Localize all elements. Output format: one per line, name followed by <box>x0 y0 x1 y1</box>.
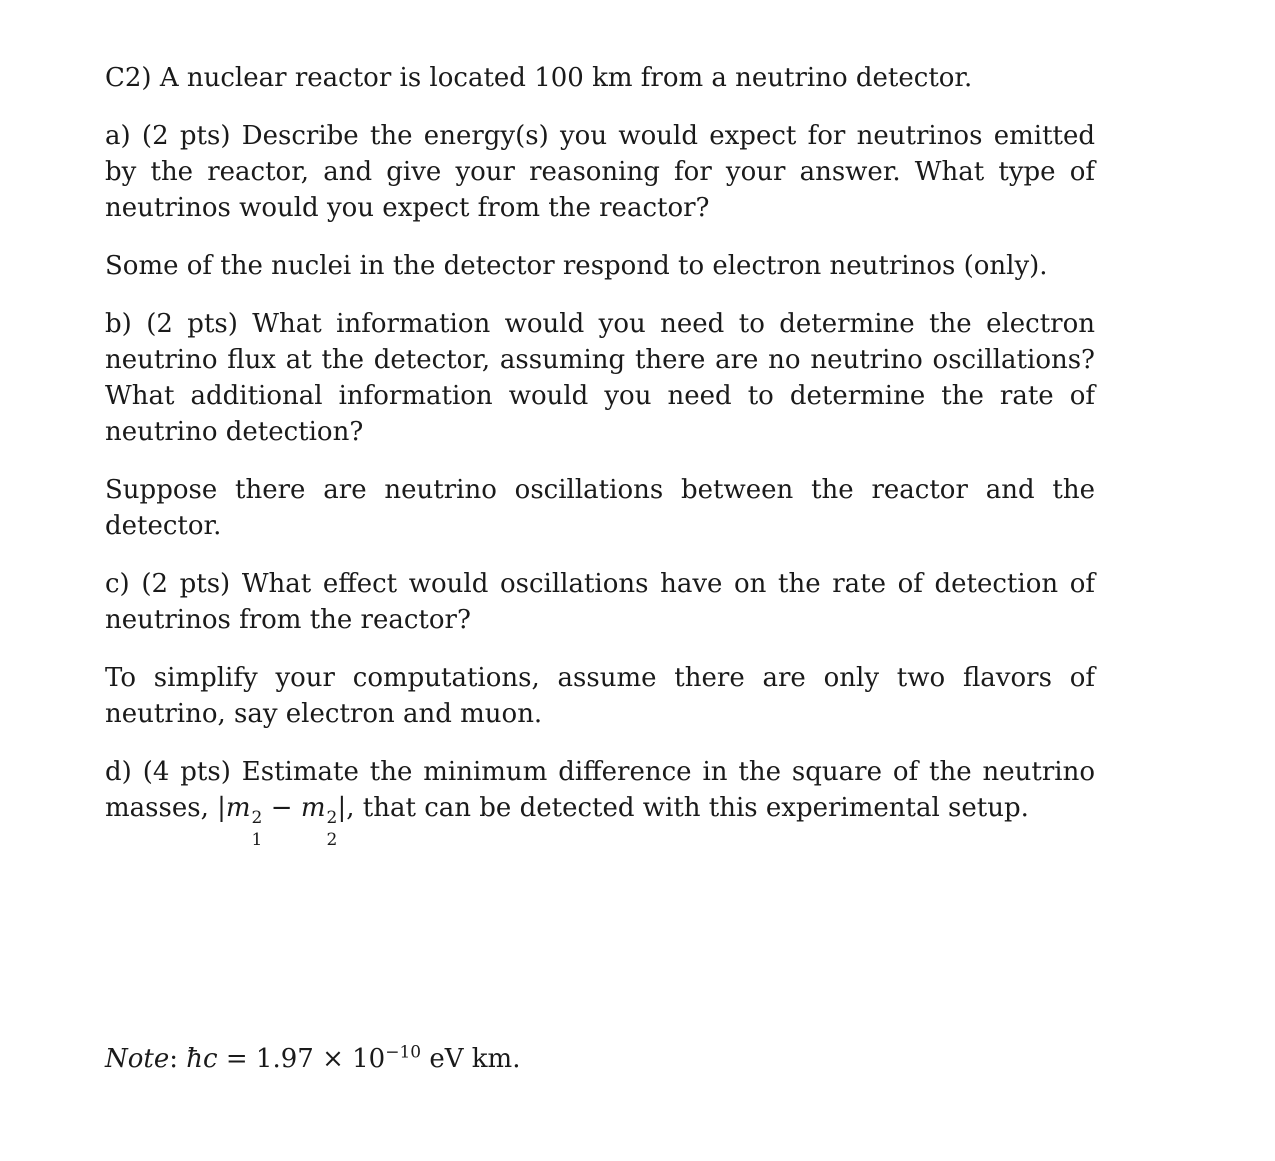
abs-bar-right: | <box>337 793 347 823</box>
mass-1-exponent: 2 <box>251 808 263 828</box>
question-b: b) (2 pts) What information would you need to determine the electron neutrino flux at the detector, assuming there are no neutrino oscillations? What additional information would you need to determine the rate of neutrino detection? <box>105 309 1095 447</box>
problem-heading: C2) A nuclear reactor is located 100 km from a neutrino detector. <box>105 63 973 93</box>
minus-sign: − <box>262 793 301 823</box>
detector-statement: Some of the nuclei in the detector respond to electron neutrinos (only). <box>105 251 1048 281</box>
hbar-c: ħc <box>186 1044 218 1074</box>
problem-text <box>105 60 1095 850</box>
note-unit: eV km. <box>421 1044 521 1074</box>
question-d-ending: , that can be detected with this experimental setup. <box>346 793 1029 823</box>
question-a: a) (2 pts) Describe the energy(s) you would expect for neutrinos emitted by the reactor, and give your reasoning for your answer. What type of neutrinos would you expect from the reactor? <box>105 121 1095 223</box>
abs-bar-left: | <box>217 793 226 823</box>
mass-2-subscript: 2 <box>326 830 338 850</box>
mass-symbol-1: m <box>225 793 251 823</box>
constant-note <box>105 1041 520 1077</box>
question-d <box>105 754 1095 850</box>
simplification-statement: To simplify your computations, assume there are only two flavors of neutrino, say electron and muon. <box>105 663 1095 729</box>
note-value: = 1.97 × 10 <box>217 1044 386 1074</box>
mass-symbol-2: m <box>300 793 326 823</box>
note-label: Note <box>105 1044 170 1074</box>
mass-1-subscript: 1 <box>251 830 263 850</box>
question-d-text: d) (4 pts) Estimate the minimum difference in the square of the neutrino masses, <box>105 757 1095 823</box>
note-colon: : <box>169 1044 187 1074</box>
note-exponent: −10 <box>385 1042 422 1063</box>
oscillation-statement: Suppose there are neutrino oscillations between the reactor and the detector. <box>105 475 1095 541</box>
question-c: c) (2 pts) What effect would oscillations have on the rate of detection of neutrinos from the reactor? <box>105 569 1095 635</box>
mass-2-exponent: 2 <box>326 808 338 828</box>
